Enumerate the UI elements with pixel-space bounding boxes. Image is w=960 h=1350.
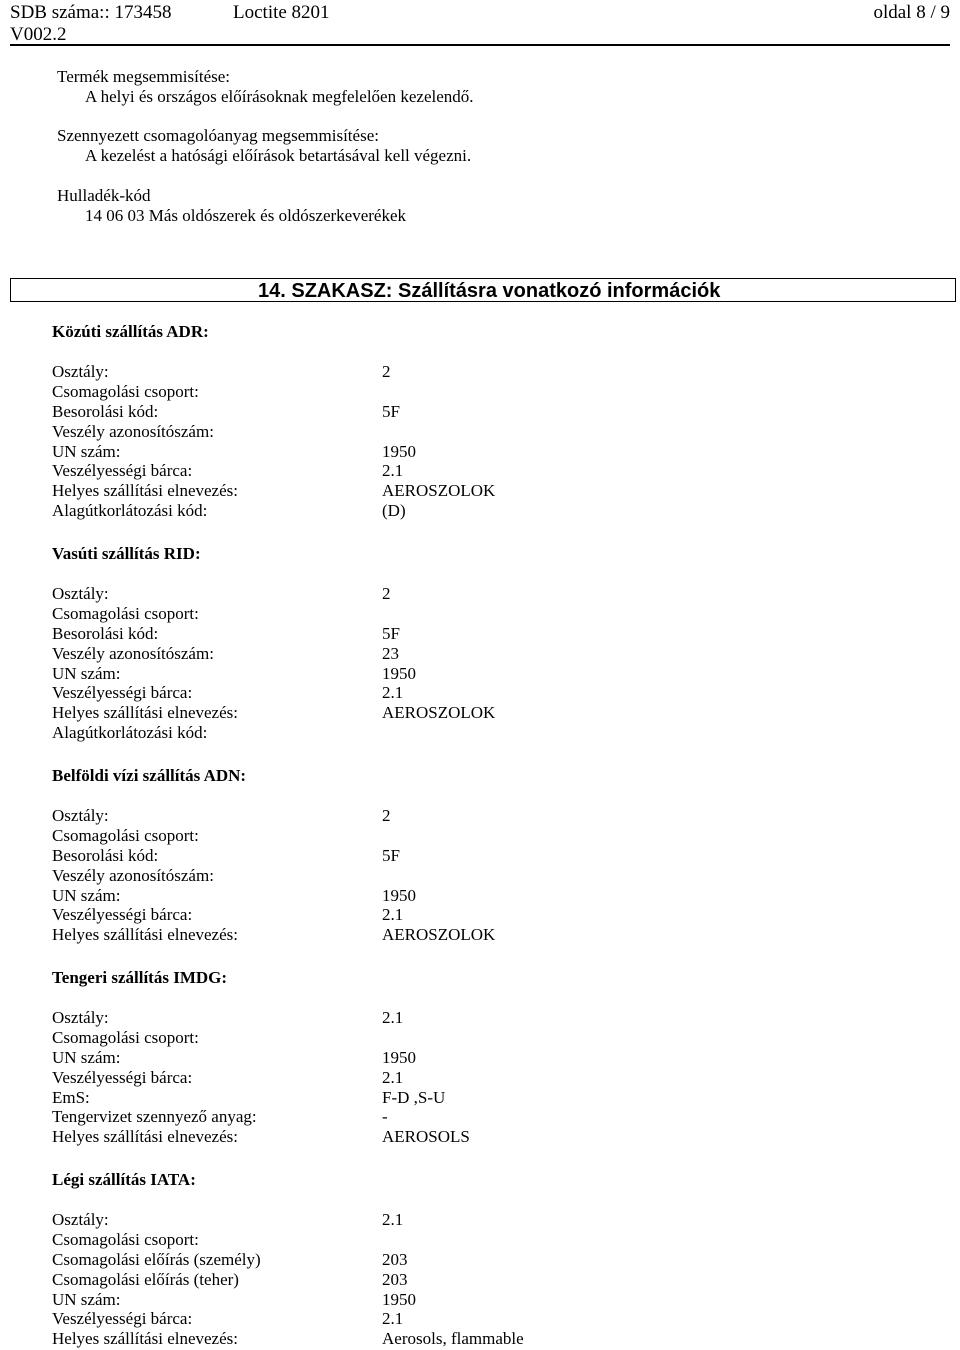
row-label: Csomagolási csoport: — [52, 1229, 199, 1249]
row-value: (D) — [382, 501, 406, 521]
row-value: 203 — [382, 1249, 408, 1269]
row-value: 2.1 — [382, 1008, 404, 1027]
row-value: AEROSOLS — [382, 1127, 470, 1147]
row-value: 5F — [382, 845, 400, 865]
row-value: 2 — [382, 584, 391, 603]
section-title: 14. SZAKASZ: Szállításra vonatkozó információk — [258, 280, 721, 302]
row-value: 23 — [382, 643, 399, 663]
row-value: 203 — [382, 1269, 408, 1289]
row-value: 1950 — [382, 1047, 416, 1067]
row-value: 2.1 — [382, 683, 404, 703]
row-label: Osztály: — [52, 362, 109, 381]
row-label: Csomagolási előírás (teher) — [52, 1269, 239, 1289]
row-value: - — [382, 1107, 388, 1127]
row-value: AEROSZOLOK — [382, 925, 496, 945]
row-value: 2.1 — [382, 905, 404, 925]
row-value: 5F — [382, 623, 400, 643]
row-label: UN szám: — [52, 663, 121, 683]
row-label: Csomagolási csoport: — [52, 1027, 199, 1047]
sdb-number: SDB száma:: 173458 — [10, 2, 172, 23]
row-value: 1950 — [382, 663, 416, 683]
row-value: 2 — [382, 362, 391, 381]
row-label: Osztály: — [52, 1008, 109, 1027]
transport-section-adn — [52, 766, 932, 945]
row-label: Helyes szállítási elnevezés: — [52, 1329, 238, 1349]
packaging-disposal-label: Szennyezett csomagolóanyag megsemmisítése: — [57, 126, 379, 145]
row-label: Osztály: — [52, 1210, 109, 1229]
row-label: Osztály: — [52, 584, 109, 603]
row-label: Veszélyességi bárca: — [52, 1309, 193, 1329]
page-number: oldal 8 / 9 — [873, 2, 950, 23]
product-disposal-text: A helyi és országos előírásoknak megfelelően kezelendő. — [85, 87, 474, 106]
row-label: Besorolási kód: — [52, 845, 159, 865]
row-value: 2.1 — [382, 1210, 404, 1229]
row-value: AEROSZOLOK — [382, 703, 496, 723]
waste-code-label: Hulladék-kód — [57, 186, 151, 205]
transport-section-title: Közúti szállítás ADR: — [52, 322, 209, 341]
transport-section-title: Vasúti szállítás RID: — [52, 544, 201, 563]
row-value: 2 — [382, 806, 391, 825]
row-label: Veszélyességi bárca: — [52, 1067, 193, 1087]
row-label: Veszélyességi bárca: — [52, 461, 193, 481]
row-value: 2.1 — [382, 1067, 404, 1087]
packaging-disposal-text: A kezelést a hatósági előírások betartásával kell végezni. — [85, 146, 472, 165]
row-label: Helyes szállítási elnevezés: — [52, 1127, 238, 1147]
transport-section-rid — [52, 544, 932, 743]
row-label: Csomagolási előírás (személy) — [52, 1249, 261, 1269]
row-value: 2.1 — [382, 1309, 404, 1329]
row-label: UN szám: — [52, 1289, 121, 1309]
row-value: AEROSZOLOK — [382, 481, 496, 501]
row-label: Veszély azonosítószám: — [52, 865, 214, 885]
row-label: EmS: — [52, 1087, 90, 1107]
row-value: 1950 — [382, 1289, 416, 1309]
transport-section-adr — [52, 322, 932, 521]
row-value: Aerosols, flammable — [382, 1329, 524, 1349]
row-label: Csomagolási csoport: — [52, 603, 199, 623]
row-value: 1950 — [382, 441, 416, 461]
document-version: V002.2 — [10, 24, 67, 45]
row-label: Veszélyességi bárca: — [52, 683, 193, 703]
waste-code-text: 14 06 03 Más oldószerek és oldószerkeverékek — [85, 206, 407, 225]
section-14-banner — [10, 278, 956, 302]
transport-section-title: Belföldi vízi szállítás ADN: — [52, 766, 247, 785]
row-label: Helyes szállítási elnevezés: — [52, 925, 238, 945]
row-label: UN szám: — [52, 441, 121, 461]
row-label: Veszély azonosítószám: — [52, 643, 214, 663]
transport-section-title: Légi szállítás IATA: — [52, 1170, 196, 1189]
row-label: Alagútkorlátozási kód: — [52, 501, 208, 521]
row-label: Besorolási kód: — [52, 401, 159, 421]
row-label: Csomagolási csoport: — [52, 825, 199, 845]
page-header — [10, 0, 950, 46]
transport-section-imdg — [52, 968, 932, 1147]
row-label: Veszély azonosítószám: — [52, 421, 214, 441]
row-label: Helyes szállítási elnevezés: — [52, 481, 238, 501]
row-label: UN szám: — [52, 1047, 121, 1067]
transport-section-iata — [52, 1170, 932, 1349]
row-label: Veszélyességi bárca: — [52, 905, 193, 925]
row-label: Helyes szállítási elnevezés: — [52, 703, 238, 723]
row-label: Besorolási kód: — [52, 623, 159, 643]
transport-section-title: Tengeri szállítás IMDG: — [52, 968, 228, 987]
row-label: Osztály: — [52, 806, 109, 825]
row-value: 5F — [382, 401, 400, 421]
row-label: Alagútkorlátozási kód: — [52, 723, 208, 743]
row-value: F-D ,S-U — [382, 1087, 446, 1107]
row-label: UN szám: — [52, 885, 121, 905]
row-value: 2.1 — [382, 461, 404, 481]
product-disposal-label: Termék megsemmisítése: — [57, 67, 231, 86]
product-name: Loctite 8201 — [233, 2, 330, 23]
row-label: Tengervizet szennyező anyag: — [52, 1107, 257, 1127]
row-label: Csomagolási csoport: — [52, 381, 199, 401]
row-value: 1950 — [382, 885, 416, 905]
